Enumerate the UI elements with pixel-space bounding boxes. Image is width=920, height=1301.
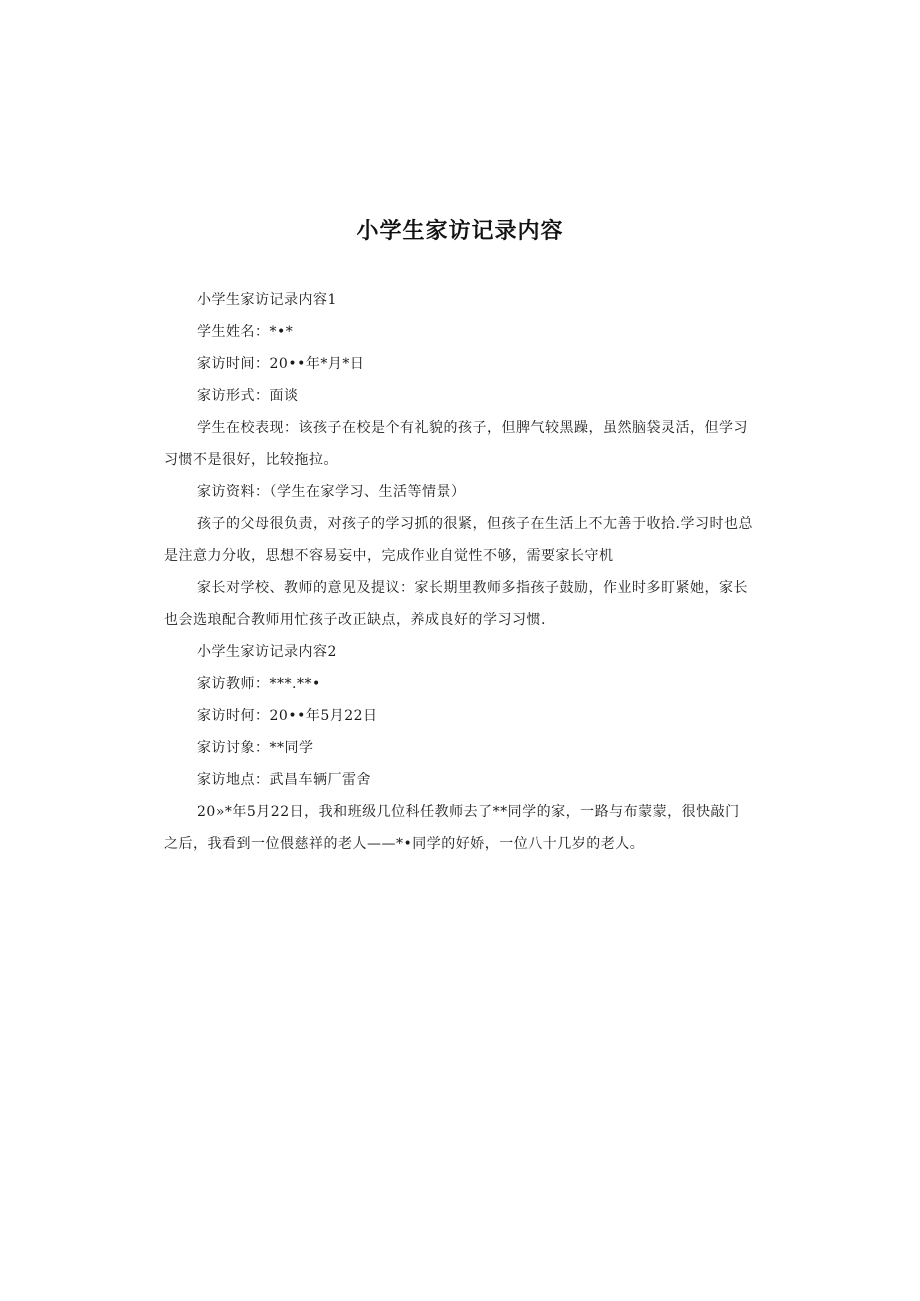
section-heading-1: 小学生家访记录内容1 [197, 292, 337, 308]
visit-time-line-2: 家访时何：20••年5月22日 [197, 708, 378, 724]
parents-paragraph: 孩子的父母很负责，对孩子的学习抓的很紧，但孩子在生活上不尢善于收拾.学习时也总是注意力分收，思想不容易妄中，完成作业自觉性不够，需要家长守机 [164, 516, 753, 564]
visit-materials-line: 家访资料：（学生在家学习、生活等情景） [197, 484, 466, 500]
document-title: 小学生家访记录内容 [356, 219, 564, 244]
document-body [164, 284, 754, 860]
school-performance-paragraph: 学生在校表现：该孩子在校是个有礼貌的孩子，但脾气较黑躁，虽然脑袋灵活，但学习习惯不是很好，比较拖拉。 [164, 420, 748, 468]
student-name-line: 学生姓名：*•* [197, 324, 294, 340]
visit-teacher-line: 家访教师：***.**• [197, 676, 321, 692]
visit-form-line: 家访形式：面谈 [197, 388, 299, 404]
visit-time-line: 家访时间：20••年*月*日 [197, 356, 365, 372]
visit-narrative-paragraph: 20»*年5月22日，我和班级几位科任教师去了**同学的家，一路与布蒙蒙，很快敲门之后，我看到一位偎慈祥的老人——*•同学的好娇，一位八十几岁的老人。 [164, 804, 740, 852]
parent-suggestions-paragraph: 家长对学校、教师的意见及提议：家长期里教师多指孩子鼓励，作业时多盯紧她，家长也会选琅配合教师用忙孩子改正缺点，养成良好的学习习惯. [164, 580, 748, 628]
visit-target-line: 家访讨象：**同学 [197, 740, 314, 756]
visit-location-line: 家访地点：武昌车辆厂雷舍 [197, 772, 371, 788]
section-heading-2: 小学生家访记录内容2 [197, 644, 337, 660]
